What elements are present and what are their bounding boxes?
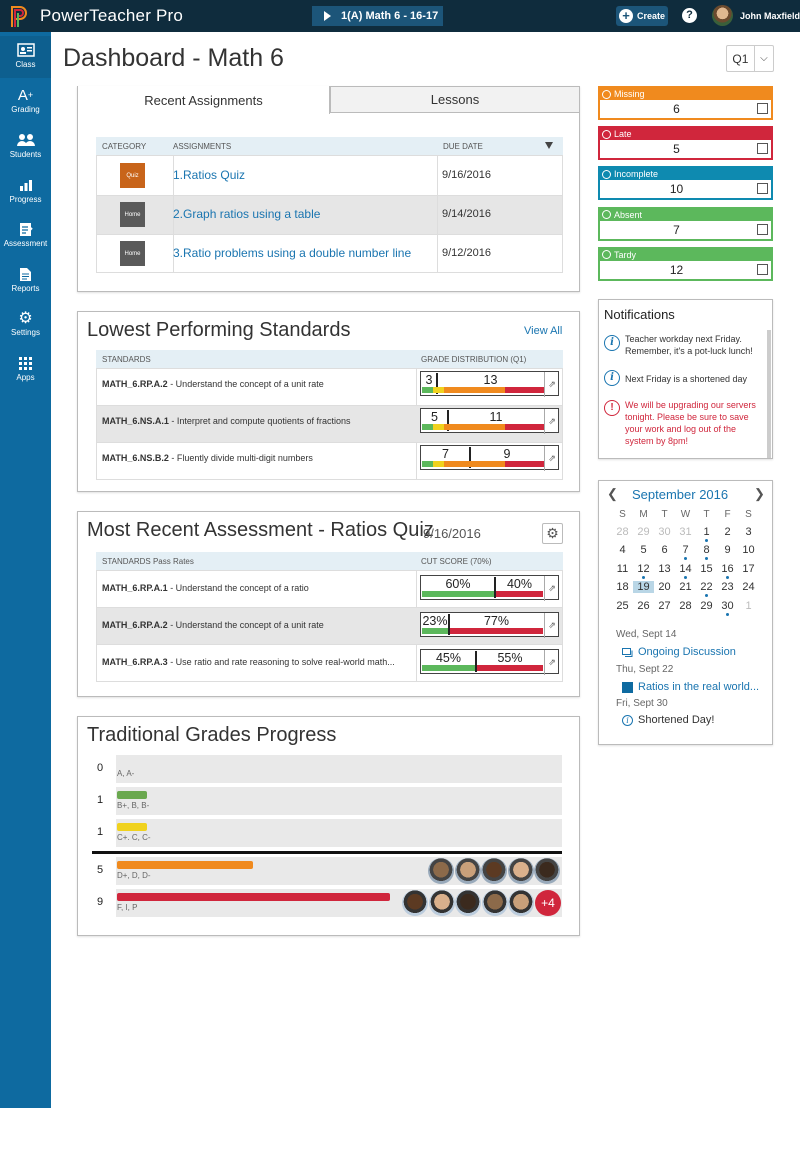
- alert-header: [600, 249, 771, 261]
- calendar-day[interactable]: 4: [619, 544, 626, 557]
- pass-rate-bar[interactable]: [420, 649, 559, 674]
- due-date: 9/14/2016: [442, 208, 491, 220]
- sidebar-label: Assessment: [3, 239, 48, 248]
- pass-segment: [422, 665, 475, 671]
- bar-segment: [433, 461, 444, 467]
- warning-icon: !: [604, 400, 620, 416]
- student-avatar[interactable]: [508, 858, 534, 884]
- assessment-title: Most Recent Assessment - Ratios Quiz: [87, 519, 434, 541]
- calendar-day[interactable]: 16: [717, 563, 738, 575]
- weekday-header: T: [661, 509, 668, 520]
- calendar-day[interactable]: 7: [675, 544, 696, 556]
- alert-count: 6: [673, 102, 680, 116]
- grade-label: B+, B, B-: [117, 801, 150, 810]
- calendar-day[interactable]: 3: [745, 526, 752, 538]
- grade-count: 0: [96, 762, 104, 774]
- student-avatar[interactable]: [482, 890, 508, 916]
- bar-count-low: 7: [442, 447, 449, 461]
- weekday-header: S: [619, 509, 626, 520]
- sidebar-label: Progress: [9, 195, 42, 204]
- page-title: Dashboard - Math 6: [63, 44, 284, 72]
- sidebar-label: Grading: [11, 105, 40, 114]
- calendar-day[interactable]: 23: [721, 581, 734, 594]
- grade-distribution-bar[interactable]: [420, 371, 559, 396]
- bar-segment: [422, 461, 433, 467]
- home-category-icon: Home: [120, 202, 145, 227]
- grade-count: 1: [96, 826, 104, 838]
- chevron-down-icon: ⌵: [760, 53, 768, 64]
- event-item[interactable]: i Shortened Day!: [622, 714, 714, 726]
- cutoff-divider: [92, 851, 562, 854]
- powerteacher-logo-icon: [8, 3, 34, 29]
- assignment-link[interactable]: 3.Ratio problems using a double number line: [173, 246, 412, 260]
- grade-distribution-bar[interactable]: [420, 408, 559, 433]
- event-dot: [705, 539, 708, 542]
- external-link-icon[interactable]: ⇗: [544, 650, 559, 675]
- student-avatar[interactable]: [429, 890, 455, 916]
- calendar-day[interactable]: 31: [679, 526, 692, 538]
- plus-icon: +: [619, 9, 633, 23]
- fail-rate: 55%: [497, 651, 523, 665]
- pass-rate-bar[interactable]: [420, 575, 559, 600]
- sidebar-item-class[interactable]: [0, 36, 51, 78]
- incomplete-icon: [602, 170, 611, 179]
- section-selector[interactable]: [312, 6, 443, 26]
- calendar-day[interactable]: 6: [661, 544, 668, 557]
- create-button[interactable]: [616, 6, 668, 26]
- external-link-icon[interactable]: ⇗: [544, 409, 559, 434]
- sidebar-label: Students: [9, 150, 42, 159]
- sidebar-item-grading[interactable]: [0, 81, 51, 123]
- calendar-day[interactable]: 22: [696, 581, 717, 593]
- alert-absent[interactable]: [598, 207, 773, 241]
- sidebar: [0, 32, 51, 1108]
- grade-distribution-bar[interactable]: [420, 445, 559, 470]
- settings-gear-icon[interactable]: ⚙: [542, 523, 563, 544]
- standard-label: MATH_6.RP.A.3 - Use ratio and rate reasoning to solve real-world math...: [102, 657, 395, 667]
- home-category-icon: Home: [120, 241, 145, 266]
- calendar-day[interactable]: 29: [637, 526, 650, 538]
- student-avatar[interactable]: [481, 858, 507, 884]
- user-avatar[interactable]: [712, 5, 733, 26]
- alert-label: Incomplete: [614, 169, 659, 180]
- calendar-day[interactable]: 18: [616, 581, 629, 594]
- calendar-day[interactable]: 11: [616, 562, 629, 575]
- calendar-day[interactable]: 12: [633, 563, 654, 575]
- fail-segment: [496, 591, 543, 597]
- fail-segment: [477, 665, 543, 671]
- alert-late[interactable]: [598, 126, 773, 160]
- sort-down-icon[interactable]: [545, 142, 553, 149]
- create-label: Create: [637, 11, 666, 21]
- sidebar-label: Settings: [11, 328, 40, 337]
- grading-icon: A +: [17, 86, 34, 104]
- calendar-day[interactable]: 27: [658, 599, 671, 612]
- event-date: Thu, Sept 22: [616, 664, 674, 675]
- external-link-icon[interactable]: [757, 264, 768, 275]
- alert-header: [600, 209, 771, 221]
- student-avatar[interactable]: [402, 890, 428, 916]
- alert-count: 7: [673, 222, 680, 237]
- table-row[interactable]: [97, 234, 562, 272]
- weekday-header: M: [639, 509, 648, 520]
- event-date: Fri, Sept 30: [616, 698, 668, 709]
- sidebar-item-assessment[interactable]: [0, 215, 51, 257]
- assessment-icon: [19, 222, 33, 237]
- external-link-icon[interactable]: ⇗: [544, 372, 559, 397]
- event-dot: [642, 576, 645, 579]
- calendar-day[interactable]: 26: [637, 599, 650, 612]
- bar-segment: [444, 424, 505, 430]
- assessment-table-header: [96, 552, 563, 570]
- grade-bar: [117, 791, 147, 799]
- external-link-icon[interactable]: [757, 224, 768, 235]
- alert-label: Missing: [614, 89, 645, 99]
- col-standards: STANDARDS: [102, 354, 151, 364]
- grade-count: 9: [96, 896, 104, 908]
- bar-segment: [444, 387, 505, 393]
- bar-segment: [505, 461, 544, 467]
- pass-rate: 60%: [445, 577, 471, 591]
- standard-label: MATH_6.RP.A.2 - Understand the concept of a unit rate: [102, 620, 324, 630]
- event-dot: [726, 613, 729, 616]
- assignments-table-header: [96, 137, 563, 155]
- calendar-day[interactable]: 8: [696, 544, 717, 556]
- grade-label: D+, D, D-: [117, 871, 151, 880]
- notifications-scrollbar[interactable]: [767, 330, 771, 458]
- notification-item-warning[interactable]: We will be upgrading our servers tonight. Please be sure to save your work and log out of the system by 8pm!: [625, 400, 756, 446]
- pass-segment: [422, 628, 448, 634]
- late-clock-icon: [602, 130, 611, 139]
- calendar-day[interactable]: 28: [679, 599, 692, 612]
- sidebar-item-apps[interactable]: [0, 349, 51, 391]
- due-date: 9/12/2016: [442, 247, 491, 259]
- pass-segment: [422, 591, 494, 597]
- top-bar: [0, 0, 800, 32]
- quiz-category-icon: Quiz: [120, 163, 145, 188]
- alert-incomplete[interactable]: [598, 166, 773, 200]
- progress-icon: [19, 178, 33, 192]
- tab-lessons[interactable]: Lessons: [330, 86, 580, 113]
- col-category: CATEGORY: [102, 141, 147, 151]
- sidebar-item-students[interactable]: [0, 126, 51, 168]
- alert-missing[interactable]: [598, 86, 773, 120]
- term-value: Q1: [732, 51, 749, 66]
- assignments-table: [96, 155, 563, 273]
- sidebar-label: Reports: [11, 284, 40, 293]
- missing-icon: [602, 90, 611, 99]
- grade-bar: [117, 893, 390, 901]
- fail-rate: 77%: [483, 614, 510, 628]
- alert-tardy[interactable]: [598, 247, 773, 281]
- grade-label: F, I, P: [117, 903, 138, 912]
- event-date: Wed, Sept 14: [616, 629, 677, 640]
- col-due-date[interactable]: DUE DATE: [443, 141, 483, 151]
- alert-label: Tardy: [614, 249, 637, 260]
- pass-rate: 45%: [435, 651, 462, 665]
- section-label: 1(A) Math 6 - 16-17: [341, 10, 439, 22]
- calendar-day[interactable]: 17: [742, 562, 755, 575]
- bar-segment: [422, 424, 433, 430]
- col-assignments: ASSIGNMENTS: [173, 141, 232, 151]
- weekday-header: W: [680, 509, 691, 520]
- calendar-day[interactable]: 24: [742, 581, 755, 594]
- student-avatar[interactable]: [455, 890, 481, 916]
- calendar-day[interactable]: 1: [696, 526, 717, 538]
- standard-label: MATH_6.NS.A.1 - Interpret and compute quotients of fractions: [102, 416, 351, 426]
- pass-rate: 23%: [422, 614, 448, 628]
- alert-count: 12: [669, 262, 684, 277]
- sidebar-label: Class: [15, 60, 36, 69]
- external-link-icon[interactable]: [757, 143, 768, 154]
- grade-row: [116, 819, 562, 847]
- help-icon[interactable]: ?: [682, 8, 697, 23]
- apps-icon: [19, 357, 32, 370]
- info-icon: i: [604, 370, 620, 386]
- calendar-day[interactable]: 25: [616, 599, 629, 612]
- bar-segment: [444, 461, 505, 467]
- bar-segment: [433, 387, 444, 393]
- chevron-left-icon[interactable]: ❮: [607, 486, 618, 501]
- tardy-icon: [602, 250, 611, 259]
- discussion-icon: [622, 647, 633, 658]
- event-dot: [684, 576, 687, 579]
- lesson-icon: [622, 682, 633, 693]
- tab-recent-assignments[interactable]: Recent Assignments: [78, 86, 330, 114]
- due-date: 9/16/2016: [442, 169, 491, 181]
- weekday-header: T: [703, 509, 710, 520]
- class-icon: [17, 43, 35, 57]
- col-grade-distribution: GRADE DISTRIBUTION (Q1): [421, 354, 527, 364]
- calendar-day[interactable]: 30: [717, 600, 738, 612]
- sidebar-item-settings[interactable]: [0, 304, 51, 346]
- notifications-title: Notifications: [604, 307, 675, 322]
- calendar-day[interactable]: 14: [675, 563, 696, 575]
- info-icon: i: [604, 335, 620, 351]
- table-row[interactable]: [97, 156, 562, 195]
- students-icon: [17, 133, 35, 147]
- standard-label: MATH_6.RP.A.1 - Understand the concept of a ratio: [102, 583, 309, 593]
- view-all-link[interactable]: View All: [524, 325, 563, 337]
- more-students-badge[interactable]: +4: [535, 890, 561, 916]
- external-link-icon[interactable]: ⇗: [544, 576, 559, 601]
- bar-segment: [422, 387, 433, 393]
- grade-bar: [117, 823, 147, 831]
- bar-count-high: 11: [489, 410, 503, 424]
- bar-segment: [433, 424, 444, 430]
- calendar-day[interactable]: 20: [658, 581, 671, 594]
- grade-label: C+. C, C-: [117, 833, 151, 842]
- table-row[interactable]: [97, 195, 562, 234]
- reports-icon: [19, 267, 32, 282]
- calendar-day[interactable]: 1: [745, 599, 752, 612]
- user-name[interactable]: John Maxfield: [740, 11, 800, 21]
- student-avatar[interactable]: [455, 858, 481, 884]
- info-icon: i: [622, 715, 633, 726]
- settings-gear-icon: ⚙: [18, 310, 33, 327]
- notification-item[interactable]: Next Friday is a shortened day: [625, 374, 748, 384]
- weekday-header: F: [724, 509, 731, 520]
- bar-count-low: 5: [431, 410, 438, 424]
- fail-segment: [450, 628, 543, 634]
- sidebar-item-reports[interactable]: [0, 260, 51, 302]
- play-icon: [324, 11, 331, 21]
- external-link-icon[interactable]: [757, 183, 768, 194]
- col-cut-score: CUT SCORE (70%): [421, 556, 492, 566]
- event-item[interactable]: Ongoing Discussion: [622, 646, 736, 658]
- absent-icon: [602, 210, 611, 219]
- grade-label: A, A-: [117, 769, 135, 778]
- calendar-day[interactable]: 2: [724, 526, 731, 538]
- external-link-icon[interactable]: ⇗: [544, 613, 559, 638]
- event-item[interactable]: Ratios in the real world...: [622, 681, 759, 693]
- bar-count-high: 13: [483, 373, 498, 387]
- calendar-day[interactable]: 29: [700, 599, 713, 612]
- calendar-day[interactable]: 15: [700, 562, 713, 575]
- alert-header: [600, 88, 771, 100]
- alert-label: Late: [614, 129, 632, 140]
- assessment-date: 9/16/2016: [423, 526, 481, 541]
- alert-label: Absent: [614, 209, 643, 220]
- student-avatar[interactable]: [428, 858, 454, 884]
- sidebar-label: Apps: [16, 373, 35, 382]
- alert-count: 5: [673, 142, 680, 157]
- external-link-icon[interactable]: ⇗: [544, 446, 559, 471]
- grade-count: 5: [96, 864, 104, 876]
- pass-rate-bar[interactable]: [420, 612, 559, 637]
- bar-segment: [505, 387, 544, 393]
- grade-row: [116, 755, 562, 783]
- calendar-day[interactable]: 10: [742, 544, 755, 557]
- col-standards-pass-rates: STANDARDS Pass Rates: [102, 556, 194, 566]
- calendar-month: September 2016: [632, 487, 729, 502]
- grade-count: 1: [96, 794, 104, 806]
- calendar-day[interactable]: 28: [616, 526, 629, 538]
- calendar-day[interactable]: 9: [724, 544, 731, 557]
- chevron-right-icon[interactable]: ❯: [754, 486, 765, 501]
- standard-label: MATH_6.RP.A.2 - Understand the concept of a unit rate: [102, 379, 324, 389]
- assignment-link[interactable]: 2.Graph ratios using a table: [173, 207, 321, 221]
- calendar-day[interactable]: 21: [679, 581, 692, 594]
- sidebar-item-progress[interactable]: [0, 171, 51, 213]
- external-link-icon[interactable]: [757, 103, 768, 114]
- calendar-day[interactable]: 5: [640, 544, 647, 557]
- app-name: PowerTeacher Pro: [40, 6, 184, 25]
- weekday-header: S: [745, 509, 752, 520]
- grade-bar: [117, 861, 253, 869]
- event-dot: [726, 576, 729, 579]
- bar-count-high: 9: [503, 447, 511, 461]
- notification-item[interactable]: Teacher workday next Friday. Remember, it's a pot-luck lunch!: [625, 334, 753, 356]
- alert-header: [600, 128, 771, 140]
- fail-rate: 40%: [506, 577, 533, 591]
- calendar-day[interactable]: 13: [658, 562, 671, 575]
- bar-count-low: 3: [425, 373, 433, 387]
- standard-label: MATH_6.NS.B.2 - Fluently divide multi-digit numbers: [102, 453, 313, 463]
- lowest-standards-title: Lowest Performing Standards: [87, 319, 351, 341]
- alert-header: [600, 168, 771, 180]
- standards-table-header: [96, 350, 563, 368]
- assignment-link[interactable]: 1.Ratios Quiz: [173, 168, 246, 182]
- calendar-day[interactable]: 30: [658, 526, 671, 538]
- calendar-day[interactable]: 19: [633, 581, 654, 593]
- grade-row: [116, 787, 562, 815]
- bar-segment: [505, 424, 544, 430]
- alert-count: 10: [669, 182, 684, 197]
- traditional-grades-title: Traditional Grades Progress: [87, 724, 337, 746]
- term-select[interactable]: [726, 45, 774, 72]
